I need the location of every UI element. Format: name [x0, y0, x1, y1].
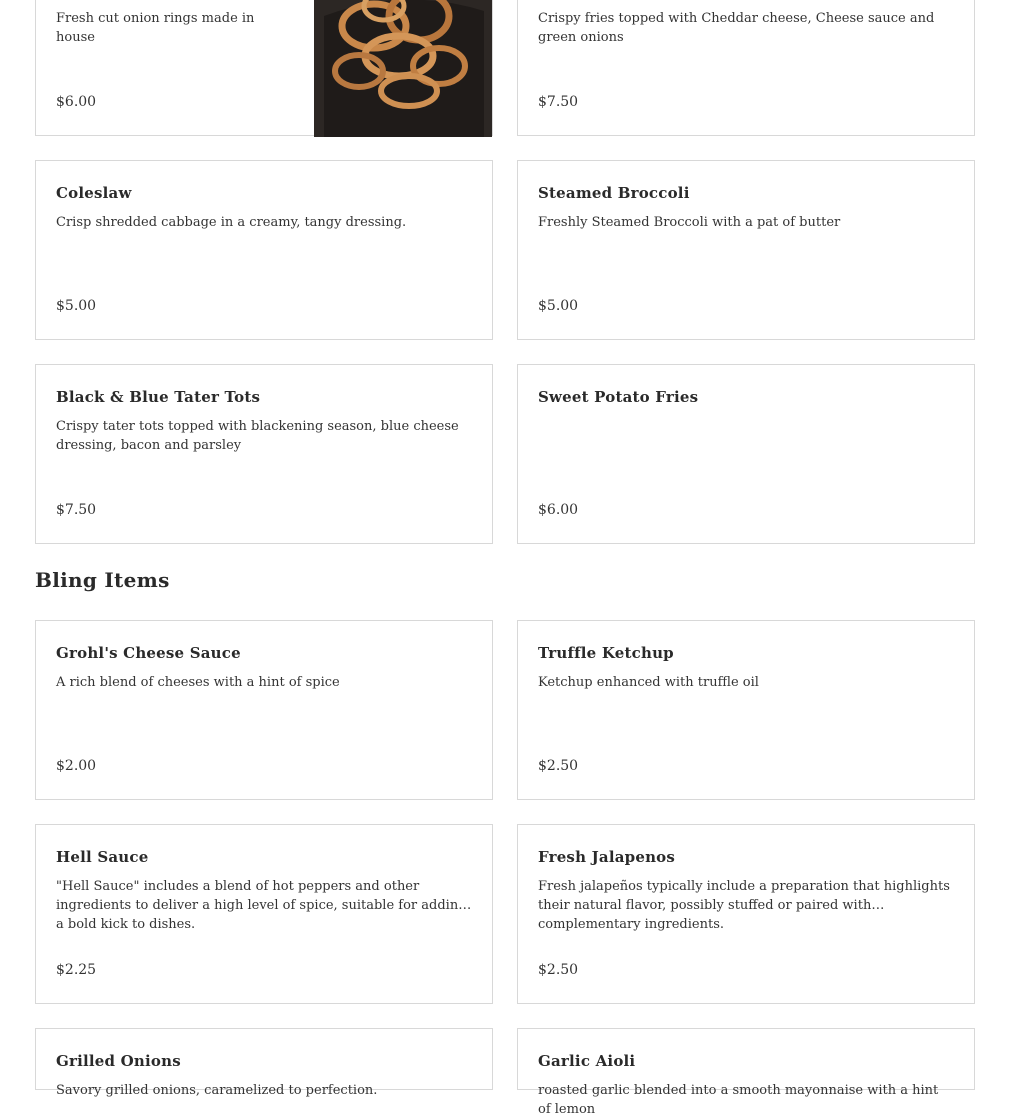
item-name: Sweet Potato Fries	[538, 388, 699, 406]
item-name: Grohl's Cheese Sauce	[56, 644, 241, 662]
item-price: $7.50	[538, 94, 579, 110]
item-description: Savory grilled onions, caramelized to perfection.	[56, 1083, 378, 1098]
menu-item-card[interactable]	[517, 0, 975, 136]
item-name: Hell Sauce	[56, 848, 149, 866]
menu-item-card[interactable]	[517, 364, 975, 544]
onion-rings-photo	[314, 0, 492, 135]
item-price: $5.00	[538, 298, 579, 314]
item-price: $6.00	[56, 94, 97, 110]
item-name: Steamed Broccoli	[538, 184, 690, 202]
menu-item-card[interactable]	[517, 824, 975, 1004]
item-description: Crispy tater tots topped with blackening season, blue cheese dressing, bacon and parsley	[56, 419, 459, 453]
item-description: Crispy fries topped with Cheddar cheese, Cheese sauce and green onions	[538, 11, 935, 45]
section-title: Bling Items	[35, 568, 170, 592]
item-description: Fresh cut onion rings made in house	[56, 11, 255, 45]
item-name: Fresh Jalapenos	[538, 848, 676, 866]
item-description: A rich blend of cheeses with a hint of spice	[56, 675, 340, 690]
onion-rings-image	[314, 0, 492, 137]
item-description: roasted garlic blended into a smooth mayonnaise with a hint of lemon	[538, 1083, 939, 1117]
item-price: $5.00	[56, 298, 97, 314]
menu-item-card[interactable]	[35, 364, 493, 544]
menu-item-card[interactable]	[35, 620, 493, 800]
item-price: $2.25	[56, 962, 97, 978]
item-description: Fresh jalapeños typically include a preparation that highlights their natural flavor, possibly stuffed or paired with complementary ingredients.	[538, 879, 950, 932]
item-name: Grilled Onions	[56, 1052, 181, 1070]
item-name: Truffle Ketchup	[538, 644, 674, 662]
item-price: $6.00	[538, 502, 579, 518]
item-description: Ketchup enhanced with truffle oil	[538, 675, 759, 690]
item-description: "Hell Sauce" includes a blend of hot peppers and other ingredients to deliver a high level of spice, suitable for adding a bold kick to dishes.	[56, 879, 467, 932]
item-name: Garlic Aioli	[538, 1052, 636, 1070]
menu-item-card[interactable]	[35, 1028, 493, 1098]
item-price: $7.50	[56, 502, 97, 518]
item-price: $2.50	[538, 758, 579, 774]
item-price: $2.00	[56, 758, 97, 774]
item-name: Black & Blue Tater Tots	[56, 388, 261, 406]
item-description: Freshly Steamed Broccoli with a pat of butter	[538, 215, 841, 230]
menu-item-card[interactable]	[35, 0, 493, 136]
menu-item-card[interactable]	[35, 160, 493, 340]
item-description: Crisp shredded cabbage in a creamy, tangy dressing.	[56, 215, 407, 230]
menu-item-card[interactable]	[517, 160, 975, 340]
menu-item-card[interactable]	[517, 620, 975, 800]
menu-item-card[interactable]	[35, 824, 493, 1004]
item-name: Coleslaw	[56, 184, 132, 202]
item-price: $2.50	[538, 962, 579, 978]
menu-item-card[interactable]	[517, 1028, 975, 1117]
